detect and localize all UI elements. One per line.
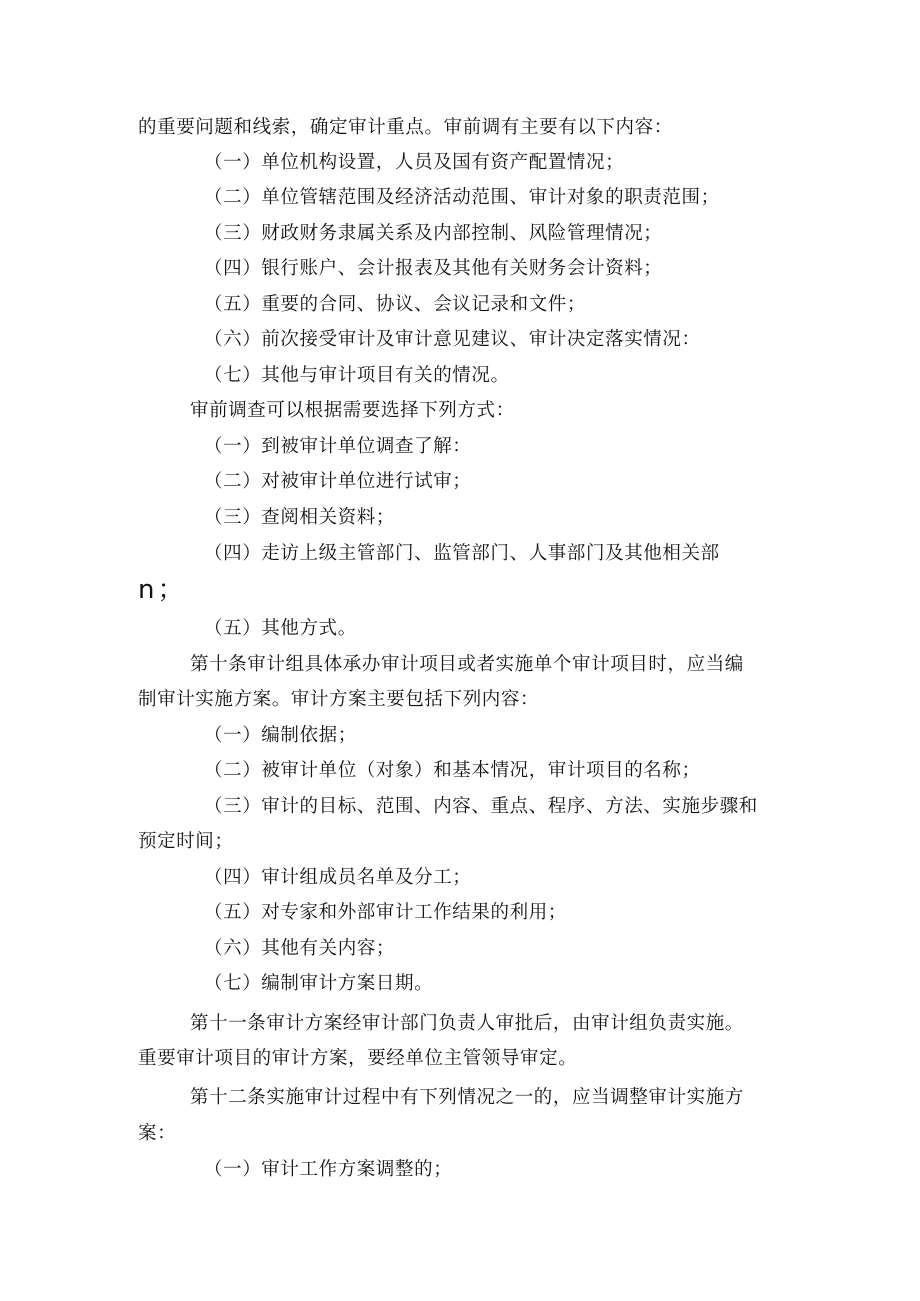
text-line: 第十二条实施审计过程中有下列情况之一的，应当调整审计实施方 bbox=[190, 1087, 744, 1108]
text-line: （五）对专家和外部审计工作结果的利用； bbox=[204, 902, 567, 923]
text-line: （二）单位管辖范围及经济活动范围、审计对象的职责范围； bbox=[204, 187, 720, 208]
text-line: （四）银行账户、会计报表及其他有关财务会计资料； bbox=[204, 258, 663, 279]
text-line: 案： bbox=[138, 1123, 177, 1144]
text-line: 第十条审计组具体承办审计项目或者实施单个审计项目时，应当编 bbox=[190, 654, 744, 675]
text-line: （六）其他有关内容； bbox=[204, 938, 396, 959]
text-line: 的重要问题和线索，确定审计重点。审前调有主要有以下内容： bbox=[138, 117, 673, 138]
text-line: 第十一条审计方案经审计部门负责人审批后，由审计组负责实施。 bbox=[190, 1013, 744, 1034]
text-line: 审前调查可以根据需要选择下列方式： bbox=[190, 400, 515, 421]
text-line: （四）审计组成员名单及分工； bbox=[204, 867, 472, 888]
text-line: （五）其他方式。 bbox=[204, 618, 357, 639]
text-line: （四）走访上级主管部门、监管部门、人事部门及其他相关部 bbox=[204, 543, 720, 564]
text-line: （七）其他与审计项目有关的情况。 bbox=[204, 365, 510, 386]
text-line: （三）审计的目标、范围、内容、重点、程序、方法、实施步骤和 bbox=[204, 796, 758, 817]
text-line: （一）审计工作方案调整的； bbox=[204, 1159, 453, 1180]
text-line: 制审计实施方案。审计方案主要包括下列内容： bbox=[138, 689, 540, 710]
text-line: （二）被审计单位（对象）和基本情况，审计项目的名称； bbox=[204, 760, 701, 781]
text-line: （五）重要的合同、协议、会议记录和文件； bbox=[204, 294, 587, 315]
text-line: （三）查阅相关资料； bbox=[204, 507, 396, 528]
text-line: （三）财政财务隶属关系及内部控制、风险管理情况； bbox=[204, 223, 663, 244]
text-line: （七）编制审计方案日期。 bbox=[204, 973, 434, 994]
text-line: n； bbox=[138, 575, 187, 605]
text-line: （一）编制依据； bbox=[204, 725, 357, 746]
text-line: （一）到被审计单位调查了解： bbox=[204, 436, 472, 457]
text-line: （二）对被审计单位进行试审； bbox=[204, 471, 472, 492]
text-line: （六）前次接受审计及审计意见建议、审计决定落实情况： bbox=[204, 329, 701, 350]
text-line: （一）单位机构设置，人员及国有资产配置情况； bbox=[204, 152, 625, 173]
text-line: 预定时间； bbox=[138, 831, 234, 852]
text-line: 重要审计项目的审计方案，要经单位主管领导审定。 bbox=[138, 1048, 578, 1069]
